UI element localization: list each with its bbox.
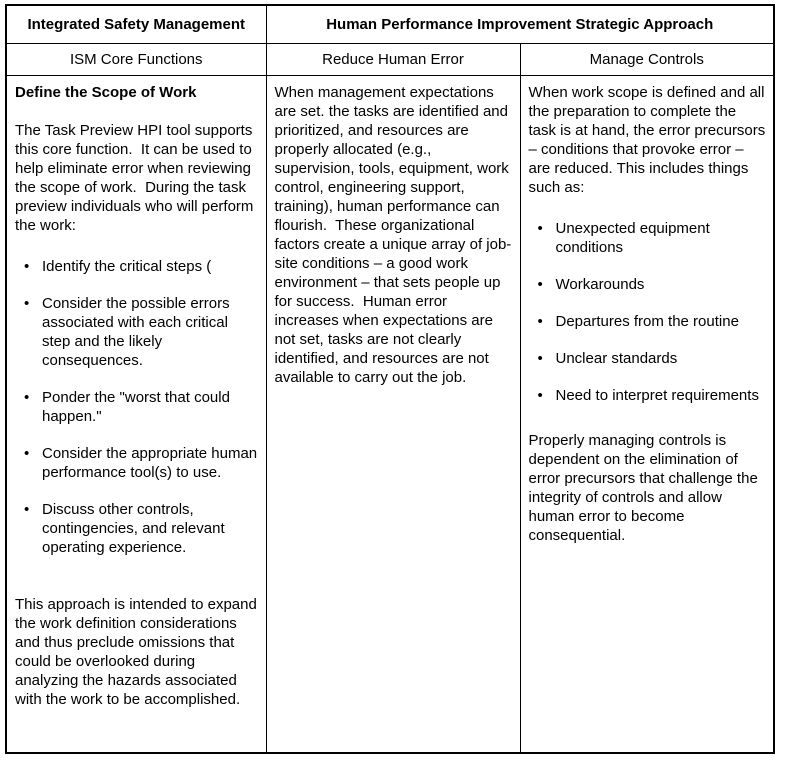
- list-item: • Discuss other controls, contingencies, and relevant operating experience.: [15, 500, 259, 557]
- col1-intro-paragraph: The Task Preview HPI tool supports this core function. It can be used to help eliminate error when reviewing the scope of work. During the task preview individuals who will perform the work:: [15, 121, 258, 234]
- table-body-row: [6, 75, 774, 753]
- list-item: • Identify the critical steps (: [15, 257, 259, 276]
- col2-paragraph: When management expectations are set. the tasks are identified and prioritized, and resources are properly allocated (e.g., supervision, tools, equipment, work control, engineering support, training), human performance can flourish. These organizational factors create a unique array of job-site conditions – a good work environment – that sets people up for success. Human error increases when expectations are not set, tasks are not clearly identified, and resources are not available to carry out the job.: [274, 83, 513, 386]
- col1-bullet-list: [15, 257, 262, 557]
- table-header-row-2: [6, 43, 774, 75]
- col1-outro-paragraph: This approach is intended to expand the work definition considerations and thus preclude omissions that could be overlooked during analyzing the hazards associated with the work to be accomplished.: [15, 595, 262, 708]
- cell-reduce-human-error: [266, 75, 520, 753]
- list-item: • Departures from the routine: [529, 312, 767, 331]
- list-item: • Need to interpret requirements: [529, 386, 767, 405]
- col3-bullet-list: [529, 219, 767, 405]
- list-item: • Consider the possible errors associated with each critical step and the likely consequences.: [15, 294, 259, 370]
- cell-manage-controls: [520, 75, 774, 753]
- subheader-reduce-human-error: Reduce Human Error: [266, 43, 520, 75]
- list-item: • Unclear standards: [529, 349, 767, 368]
- header-hpi-strategic-approach: Human Performance Improvement Strategic Approach: [266, 5, 774, 43]
- define-scope-heading: Define the Scope of Work: [15, 83, 197, 101]
- ism-hpi-table: [5, 4, 775, 754]
- col3-outro-paragraph: Properly managing controls is dependent on the elimination of error precursors that challenge the integrity of controls and allow human error to become consequential.: [528, 431, 762, 544]
- list-item: • Consider the appropriate human performance tool(s) to use.: [15, 444, 259, 482]
- header-integrated-safety-management: Integrated Safety Management: [6, 5, 266, 43]
- cell-define-scope-of-work: [6, 75, 266, 753]
- list-item: • Workarounds: [529, 275, 767, 294]
- col3-intro-paragraph: When work scope is defined and all the preparation to complete the task is at hand, the error precursors – conditions that provoke error – are reduced. This includes things such as:: [528, 83, 770, 196]
- list-item: • Ponder the "worst that could happen.": [15, 388, 259, 426]
- subheader-manage-controls: Manage Controls: [520, 43, 774, 75]
- list-item: • Unexpected equipment conditions: [529, 219, 767, 257]
- subheader-ism-core-functions: ISM Core Functions: [6, 43, 266, 75]
- table-header-row-1: [6, 5, 774, 43]
